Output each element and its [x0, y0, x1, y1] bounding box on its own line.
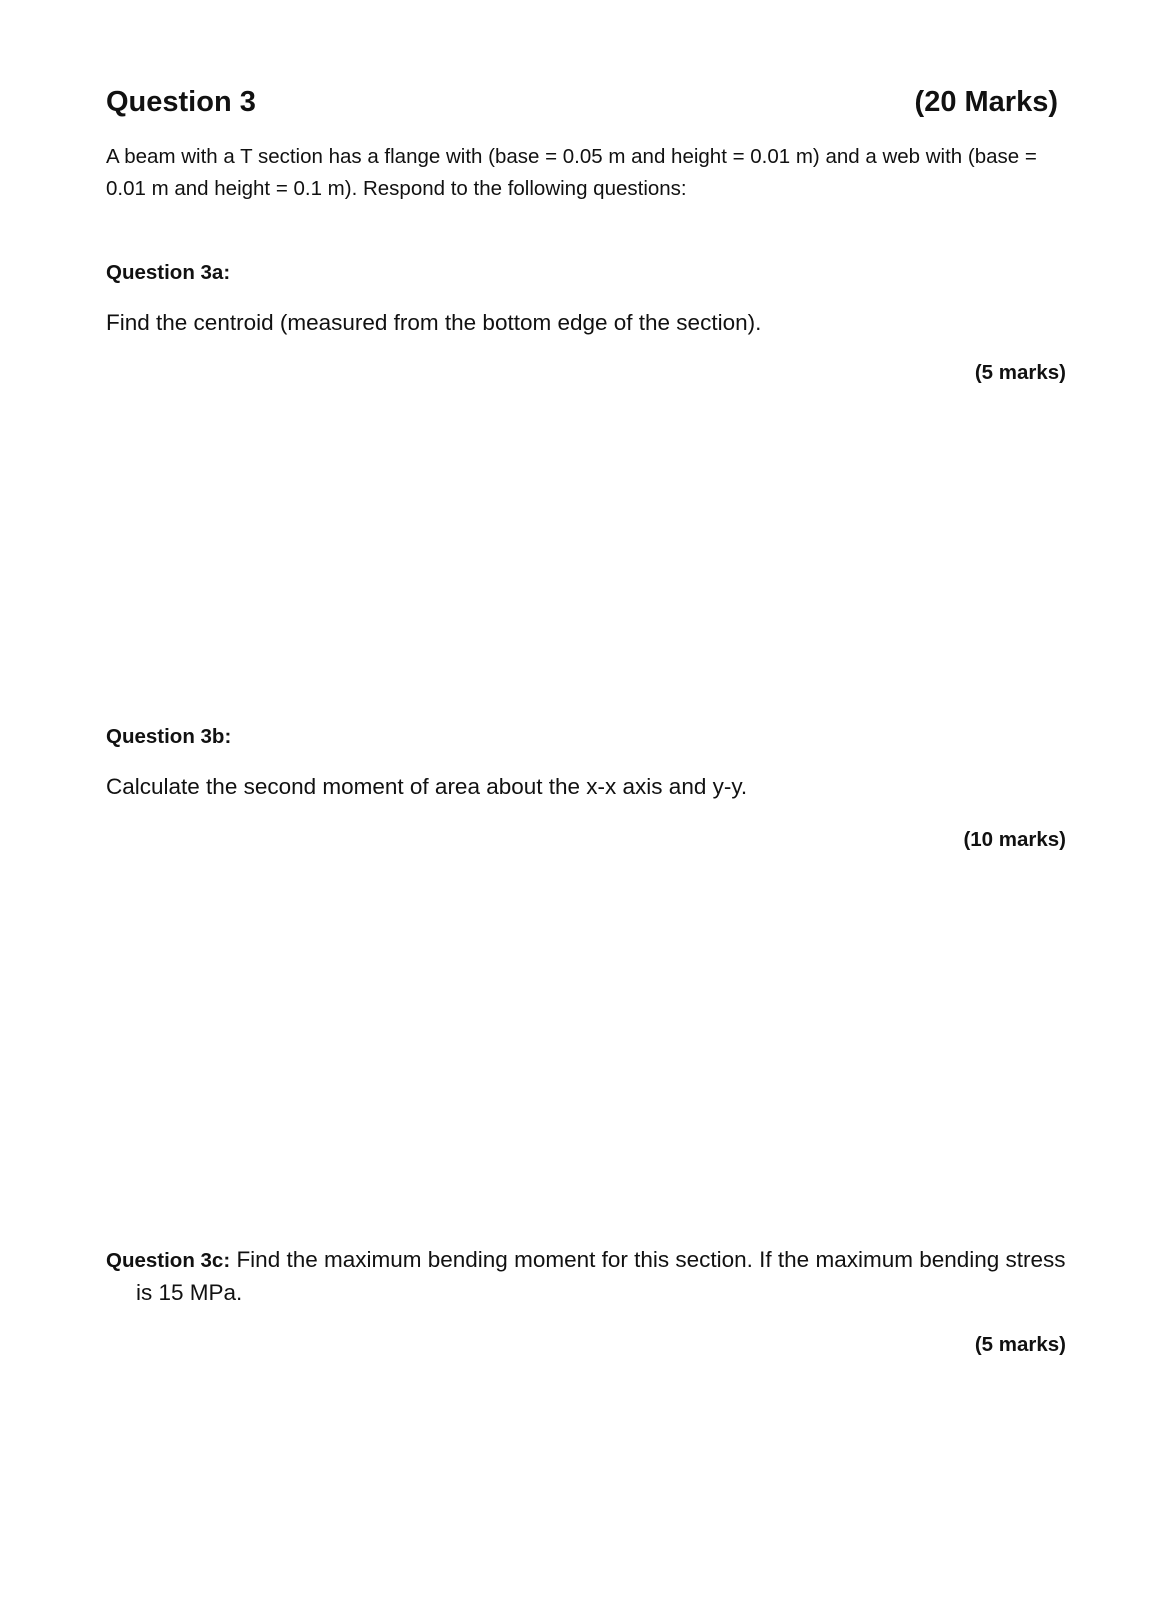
part-c-marks: (5 marks)	[974, 1333, 1066, 1356]
part-a-text: Find the centroid (measured from the bottom edge of the section).	[106, 310, 762, 335]
part-a-marks: (5 marks)	[974, 361, 1066, 384]
part-c-heading: Question 3c:	[106, 1249, 231, 1272]
part-b-marks: (10 marks)	[963, 828, 1066, 851]
part-b-text: Calculate the second moment of area about the x-x axis and y-y.	[106, 774, 748, 799]
part-b-heading: Question 3b:	[106, 725, 232, 748]
question-title: Question 3	[106, 86, 256, 118]
part-c-paragraph	[106, 1244, 1086, 1309]
question-intro: A beam with a T section has a flange with (base = 0.05 m and height = 0.01 m) and a web with (base = 0.01 m and height = 0.1 m). Respond to the following questions:	[106, 145, 1037, 200]
question-total-marks: (20 Marks)	[914, 86, 1058, 118]
part-c-text: Find the maximum bending moment for this section. If the maximum bending stress is 15 MPa.	[136, 1247, 1066, 1305]
part-a-heading: Question 3a:	[106, 261, 231, 284]
